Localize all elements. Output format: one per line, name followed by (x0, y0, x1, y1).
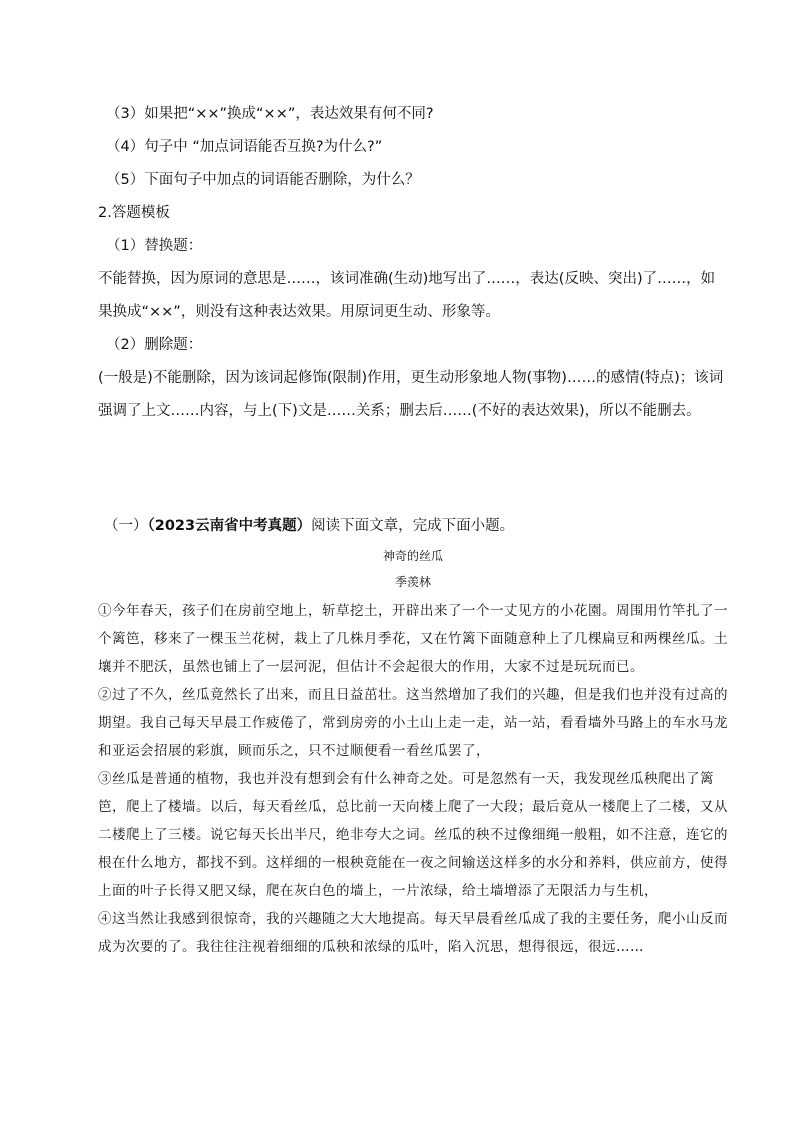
essay-paragraph-2: ②过了不久，丝瓜竟然长了出来，而且日益茁壮。这当然增加了我们的兴趣，但是我们也并没有过高的期望。我自己每天早晨工作疲倦了，常到房旁的小土山上走一走，站一站，看看墙外马路上的车水马龙和亚运会招展的彩旗，顾而乐之，只不过顺便看一看丝瓜罢了， (98, 687, 728, 759)
essay-body (98, 597, 728, 961)
question-line-5: （5）下面句子中加点的词语能否删除，为什么？ (106, 172, 420, 188)
delete-answer-text: (一般是)不能删除，因为该词起修饰(限制)作用，更生动形象地人物(事物)……的感情(特点)；该词强调了上文……内容，与上(下)文是……关系；删去后……(不好的表达效果)，所以不能删去。 (98, 370, 724, 419)
template-heading: 2.答题模板 (98, 205, 170, 221)
delete-question-heading: （2）删除题： (106, 337, 203, 353)
question-line-4: （4）句子中 “加点词语能否互换?为什么?” (106, 139, 383, 155)
essay-paragraph-3: ③丝瓜是普通的植物，我也并没有想到会有什么神奇之处。可是忽然有一天，我发现丝瓜秧爬出了篱笆，爬上了楼墙。以后，每天看丝瓜，总比前一天向楼上爬了一大段；最后竟从一楼爬上了二楼，又从二楼爬上了三楼。说它每天长出半尺，绝非夸大之词。丝瓜的秧不过像细绳一般粗，如不注意，连它的根在什么地方，都找不到。这样细的一根秧竟能在一夜之间输送这样多的水分和养料，供应前方，使得上面的叶子长得又肥又绿，爬在灰白色的墙上，一片浓绿，给土墙增添了无限活力与生机， (98, 771, 728, 899)
essay-paragraph-4: ④这当然让我感到很惊奇，我的兴趣随之大大地提高。每天早晨看丝瓜成了我的主要任务，爬小山反而成为次要的了。我往往注视着细细的瓜秧和浓绿的瓜叶，陷入沉思，想得很远，很远…… (98, 911, 728, 955)
replace-question-heading: （1）替换题： (106, 238, 203, 254)
exam-source: （2023云南省中考真题） (147, 518, 312, 534)
reading-section (98, 513, 728, 961)
section-number: （一） (104, 518, 148, 534)
question-line-3: （3）如果把“××”换成“××”，表达效果有何不同? (106, 106, 434, 122)
instruction-text: 阅读下面文章，完成下面小题。 (311, 518, 515, 534)
reading-instruction (98, 513, 728, 539)
answer-template-section (98, 98, 728, 428)
essay-author: 季羡林 (394, 575, 431, 589)
replace-answer-text: 不能替换，因为原词的意思是……，该词准确(生动)地写出了……，表达(反映、突出)了……，如果换成“××”，则没有这种表达效果。用原词更生动、形象等。 (98, 271, 716, 320)
essay-title: 神奇的丝瓜 (382, 549, 443, 563)
essay-paragraph-1: ①今年春天，孩子们在房前空地上，斩草挖土，开辟出来了一个一丈见方的小花園。周围用竹竿扎了一个篱笆，移来了一棵玉兰花树，栽上了几株月季花，又在竹篱下面随意种上了几棵扁豆和两棵丝瓜。土壤并不肥沃，虽然也铺上了一层河泥，但估计不会起很大的作用，大家不过是玩玩而已。 (98, 603, 728, 675)
